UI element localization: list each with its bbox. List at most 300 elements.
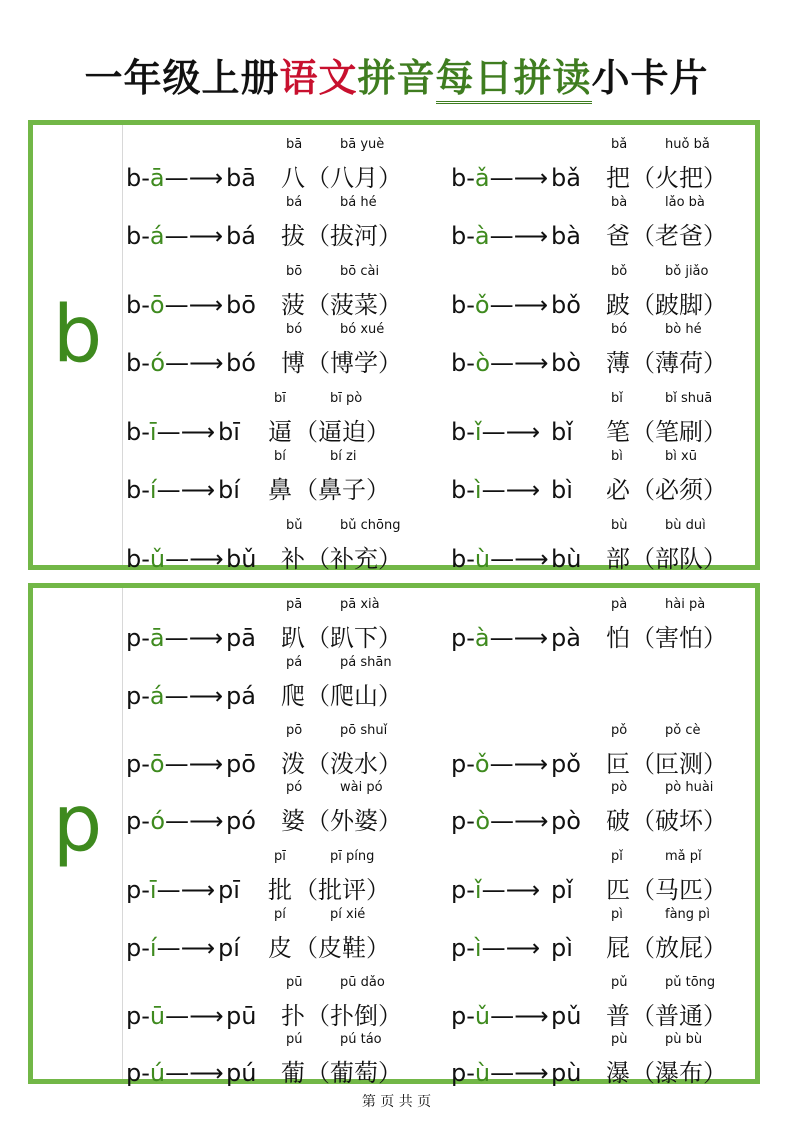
arrow-icon: —⟶: [165, 1002, 224, 1030]
example-word: （跛脚）: [631, 291, 727, 319]
title-part-grade: 一年级上册: [84, 56, 280, 100]
arrow-icon: —⟶: [165, 807, 224, 835]
example-word: （补充）: [306, 545, 402, 573]
pinyin-entry: [126, 651, 426, 711]
example-word: （放屁）: [631, 934, 727, 962]
result-syllable: bí: [218, 476, 240, 504]
tone-vowel: ǐ: [474, 418, 482, 446]
result-syllable: pá: [226, 682, 256, 710]
example-word: （瀑布）: [631, 1059, 727, 1087]
result-syllable: pǔ: [551, 1002, 582, 1030]
hanzi-char: 笔: [606, 418, 630, 446]
tone-vowel: ā: [149, 624, 165, 652]
example-word: （部队）: [631, 545, 727, 573]
dash: -: [141, 1059, 150, 1087]
example-word: （拔河）: [306, 222, 402, 250]
spelling: [451, 475, 540, 505]
card-letter: b: [52, 290, 103, 380]
arrow-icon: —⟶: [490, 807, 549, 835]
dash: -: [141, 682, 150, 710]
hanzi-char: 菠: [281, 291, 305, 319]
pinyin-entry: [451, 191, 751, 251]
spelling: [126, 290, 223, 320]
char-pinyin: pò: [611, 780, 628, 795]
hanzi-char: 爸: [606, 222, 630, 250]
dash: -: [141, 476, 150, 504]
arrow-icon: —⟶: [489, 624, 549, 652]
card-divider: [122, 588, 123, 1079]
hanzi-char: 必: [606, 476, 630, 504]
arrow-icon: —⟶: [490, 349, 549, 377]
arrow-icon: —⟶: [481, 418, 540, 446]
word-pinyin: pā xià: [340, 597, 380, 612]
card-letter: p: [52, 779, 103, 869]
example-word: （逼迫）: [294, 418, 390, 446]
word-pinyin: pù bù: [665, 1032, 703, 1047]
result-syllable: bà: [551, 222, 581, 250]
pinyin-entry: [126, 318, 426, 378]
result-syllable: bò: [551, 349, 581, 377]
word-pinyin: pò huài: [665, 780, 714, 795]
example-word: （博学）: [306, 349, 402, 377]
initial: p: [126, 1059, 142, 1087]
example-word: （普通）: [631, 1002, 727, 1030]
initial: b: [126, 222, 142, 250]
spelling: [126, 544, 224, 574]
pinyin-entry: [126, 133, 426, 193]
dash: -: [466, 164, 475, 192]
result-syllable: bǔ: [226, 545, 257, 573]
char-pinyin: bí: [274, 449, 286, 464]
hanzi-char: 泼: [281, 750, 305, 778]
char-pinyin: pā: [286, 597, 303, 612]
pinyin-entry: [126, 903, 426, 963]
char-pinyin: pá: [286, 655, 303, 670]
char-pinyin: pō: [286, 723, 303, 738]
example-word: （外婆）: [306, 807, 402, 835]
tone-vowel: ù: [474, 545, 491, 573]
arrow-icon: —⟶: [164, 624, 224, 652]
word-pinyin: bí zi: [330, 449, 357, 464]
arrow-icon: —⟶: [489, 164, 549, 192]
tone-vowel: á: [149, 682, 165, 710]
dash: -: [466, 418, 475, 446]
tone-vowel: ā: [149, 164, 165, 192]
dash: -: [141, 807, 151, 835]
hanzi-char: 普: [606, 1002, 630, 1030]
char-pinyin: bǎ: [611, 137, 628, 152]
tone-vowel: ò: [475, 807, 491, 835]
tone-vowel: ù: [474, 1059, 491, 1087]
arrow-icon: —⟶: [165, 545, 224, 573]
initial: b: [451, 476, 467, 504]
tone-vowel: ǔ: [474, 1002, 491, 1030]
example-word: （害怕）: [631, 624, 727, 652]
arrow-icon: —⟶: [490, 545, 549, 573]
spelling: [451, 623, 548, 653]
arrow-icon: —⟶: [489, 750, 548, 778]
word-pinyin: bǒ jiǎo: [665, 264, 709, 279]
result-syllable: pū: [226, 1002, 257, 1030]
spelling: [126, 875, 215, 905]
spelling: [451, 544, 549, 574]
pinyin-entry: [126, 719, 426, 779]
word-pinyin: pǔ tōng: [665, 975, 716, 990]
tone-vowel: à: [474, 624, 490, 652]
arrow-icon: —⟶: [156, 418, 215, 446]
pinyin-entry: [451, 260, 751, 320]
dash: -: [141, 349, 151, 377]
spelling: [451, 221, 548, 251]
word-pinyin: bǐ shuā: [665, 391, 713, 406]
pinyin-entry: [451, 903, 751, 963]
spelling: [451, 290, 548, 320]
dash: -: [466, 807, 476, 835]
arrow-icon: —⟶: [165, 1059, 224, 1087]
example-word: （泼水）: [306, 750, 402, 778]
initial: b: [126, 291, 142, 319]
dash: -: [466, 291, 475, 319]
tone-vowel: ǎ: [474, 164, 490, 192]
example-word: （批评）: [294, 876, 390, 904]
page-footer: 第 页 共 页: [361, 1094, 432, 1110]
char-pinyin: pū: [286, 975, 303, 990]
pinyin-entry: [451, 719, 751, 779]
initial: b: [126, 418, 142, 446]
char-pinyin: pǔ: [611, 975, 628, 990]
word-pinyin: bá hé: [340, 195, 377, 210]
tone-vowel: ì: [474, 934, 482, 962]
initial: p: [126, 624, 142, 652]
spelling: [451, 806, 548, 836]
char-pinyin: bō: [286, 264, 303, 279]
spelling: [126, 623, 223, 653]
arrow-icon: —⟶: [490, 1002, 549, 1030]
hanzi-char: 叵: [606, 750, 630, 778]
hanzi-char: 跛: [606, 291, 630, 319]
result-syllable: pō: [226, 750, 256, 778]
tone-vowel: ū: [149, 1002, 166, 1030]
spelling: [126, 348, 223, 378]
word-pinyin: bó xué: [340, 322, 385, 337]
initial: p: [451, 1059, 467, 1087]
word-pinyin: wài pó: [340, 780, 383, 795]
initial: b: [451, 418, 467, 446]
pinyin-entry: [126, 191, 426, 251]
dash: -: [141, 876, 150, 904]
hanzi-char: 怕: [606, 624, 630, 652]
pinyin-entry: [126, 845, 426, 905]
card-b: [28, 120, 760, 573]
spelling: [451, 1058, 549, 1088]
arrow-icon: —⟶: [490, 1059, 549, 1087]
dash: -: [141, 418, 150, 446]
tone-vowel: ǔ: [149, 545, 166, 573]
result-syllable: pǒ: [551, 750, 581, 778]
tone-vowel: ī: [149, 876, 157, 904]
dash: -: [466, 476, 475, 504]
example-word: （扑倒）: [306, 1002, 402, 1030]
spelling: [126, 417, 215, 447]
hanzi-char: 屁: [606, 934, 630, 962]
tone-vowel: ǐ: [474, 876, 482, 904]
pinyin-entry: [126, 971, 426, 1031]
hanzi-char: 皮: [268, 934, 292, 962]
example-word: （趴下）: [306, 624, 402, 652]
dash: -: [141, 291, 150, 319]
char-pinyin: bà: [611, 195, 628, 210]
word-pinyin: bǔ chōng: [340, 518, 401, 533]
pinyin-entry: [451, 776, 751, 836]
dash: -: [141, 164, 150, 192]
arrow-icon: —⟶: [156, 876, 215, 904]
example-word: （薄荷）: [631, 349, 727, 377]
tone-vowel: ó: [150, 349, 166, 377]
hanzi-char: 鼻: [268, 476, 292, 504]
char-pinyin: pǒ: [611, 723, 628, 738]
result-syllable: pù: [551, 1059, 582, 1087]
result-syllable: pǐ: [551, 876, 573, 904]
spelling: [451, 933, 540, 963]
arrow-icon: —⟶: [164, 682, 224, 710]
hanzi-char: 把: [606, 164, 630, 192]
hanzi-char: 瀑: [606, 1059, 630, 1087]
pinyin-entry: [451, 514, 751, 574]
char-pinyin: bī: [274, 391, 286, 406]
hanzi-char: 破: [606, 807, 630, 835]
word-pinyin: pō shuǐ: [340, 723, 388, 738]
spelling: [451, 163, 548, 193]
result-syllable: pú: [226, 1059, 257, 1087]
hanzi-char: 匹: [606, 876, 630, 904]
char-pinyin: bá: [286, 195, 303, 210]
spelling: [126, 749, 223, 779]
card-p: [28, 583, 760, 1087]
dash: -: [466, 1002, 475, 1030]
example-word: （八月）: [306, 164, 402, 192]
initial: b: [451, 349, 467, 377]
dash: -: [141, 222, 150, 250]
arrow-icon: —⟶: [164, 164, 224, 192]
result-syllable: bó: [226, 349, 256, 377]
initial: p: [126, 1002, 142, 1030]
title-part-card: 小卡片: [591, 56, 709, 100]
result-syllable: pó: [226, 807, 256, 835]
example-word: （火把）: [631, 164, 727, 192]
pinyin-entry: [126, 593, 426, 653]
example-word: （菠菜）: [306, 291, 402, 319]
arrow-icon: —⟶: [165, 349, 224, 377]
word-pinyin: pú táo: [340, 1032, 382, 1047]
result-syllable: bā: [226, 164, 256, 192]
title-part-subject: 语文: [279, 56, 358, 100]
tone-vowel: à: [474, 222, 490, 250]
result-syllable: pò: [551, 807, 581, 835]
card-divider: [122, 125, 123, 565]
example-word: （破坏）: [631, 807, 727, 835]
char-pinyin: pà: [611, 597, 628, 612]
char-pinyin: bǒ: [611, 264, 628, 279]
initial: p: [451, 750, 467, 778]
initial: p: [451, 934, 467, 962]
example-word: （鼻子）: [294, 476, 390, 504]
word-pinyin: huǒ bǎ: [665, 137, 710, 152]
pinyin-entry: [126, 1028, 426, 1088]
example-word: （必须）: [631, 476, 727, 504]
hanzi-char: 爬: [281, 682, 305, 710]
dash: -: [466, 934, 475, 962]
dash: -: [466, 1059, 475, 1087]
hanzi-char: 逼: [268, 418, 292, 446]
initial: p: [451, 1002, 467, 1030]
result-syllable: pà: [551, 624, 581, 652]
initial: p: [126, 876, 142, 904]
initial: b: [451, 222, 467, 250]
word-pinyin: fàng pì: [665, 907, 711, 922]
char-pinyin: bǐ: [611, 391, 623, 406]
arrow-icon: —⟶: [481, 476, 540, 504]
hanzi-char: 扑: [281, 1002, 305, 1030]
hanzi-char: 薄: [606, 349, 630, 377]
word-pinyin: bò hé: [665, 322, 702, 337]
title-part-daily: 每日拼读: [436, 56, 592, 104]
example-word: （笔刷）: [631, 418, 727, 446]
spelling: [126, 163, 223, 193]
spelling: [451, 348, 548, 378]
initial: b: [451, 545, 467, 573]
word-pinyin: pī píng: [330, 849, 375, 864]
example-word: （马匹）: [631, 876, 727, 904]
arrow-icon: —⟶: [164, 750, 223, 778]
dash: -: [466, 750, 475, 778]
word-pinyin: bō cài: [340, 264, 380, 279]
tone-vowel: ò: [475, 349, 491, 377]
example-word: （老爸）: [631, 222, 727, 250]
char-pinyin: pí: [274, 907, 286, 922]
arrow-icon: —⟶: [156, 934, 215, 962]
result-syllable: pí: [218, 934, 240, 962]
word-pinyin: pū dǎo: [340, 975, 385, 990]
arrow-icon: —⟶: [164, 222, 224, 250]
char-pinyin: pú: [286, 1032, 303, 1047]
result-syllable: bǎ: [551, 164, 581, 192]
arrow-icon: —⟶: [156, 476, 215, 504]
example-word: （叵测）: [631, 750, 727, 778]
result-syllable: bǐ: [551, 418, 573, 446]
initial: b: [126, 349, 142, 377]
initial: b: [451, 164, 467, 192]
example-word: （葡萄）: [306, 1059, 402, 1087]
arrow-icon: —⟶: [489, 291, 548, 319]
initial: b: [126, 545, 142, 573]
result-syllable: bǒ: [551, 291, 581, 319]
result-syllable: bī: [218, 418, 240, 446]
example-word: （皮鞋）: [294, 934, 390, 962]
char-pinyin: pì: [611, 907, 623, 922]
dash: -: [141, 750, 150, 778]
dash: -: [466, 624, 475, 652]
dash: -: [141, 934, 150, 962]
dash: -: [466, 876, 475, 904]
hanzi-char: 婆: [281, 807, 305, 835]
pinyin-entry: [451, 133, 751, 193]
word-pinyin: mǎ pǐ: [665, 849, 702, 864]
word-pinyin: pí xié: [330, 907, 366, 922]
char-pinyin: bā: [286, 137, 303, 152]
spelling: [451, 1001, 549, 1031]
spelling: [126, 1058, 224, 1088]
char-pinyin: bì: [611, 449, 623, 464]
tone-vowel: ǒ: [474, 750, 490, 778]
hanzi-char: 八: [281, 164, 305, 192]
word-pinyin: bā yuè: [340, 137, 385, 152]
hanzi-char: 葡: [281, 1059, 305, 1087]
initial: p: [451, 876, 467, 904]
hanzi-char: 博: [281, 349, 305, 377]
char-pinyin: pó: [286, 780, 303, 795]
result-syllable: pì: [551, 934, 573, 962]
dash: -: [141, 624, 150, 652]
arrow-icon: —⟶: [489, 222, 549, 250]
word-pinyin: pá shān: [340, 655, 392, 670]
spelling: [126, 475, 215, 505]
word-pinyin: bù duì: [665, 518, 706, 533]
word-pinyin: pǒ cè: [665, 723, 701, 738]
spelling: [451, 875, 540, 905]
pinyin-entry: [451, 1028, 751, 1088]
tone-vowel: ó: [150, 807, 166, 835]
tone-vowel: í: [149, 934, 157, 962]
dash: -: [141, 545, 150, 573]
char-pinyin: bù: [611, 518, 628, 533]
initial: p: [451, 624, 467, 652]
pinyin-entry: [126, 445, 426, 505]
arrow-icon: —⟶: [481, 934, 540, 962]
result-syllable: bì: [551, 476, 573, 504]
initial: b: [126, 476, 142, 504]
tone-vowel: ú: [149, 1059, 166, 1087]
tone-vowel: ō: [149, 291, 165, 319]
tone-vowel: ǒ: [474, 291, 490, 319]
pinyin-entry: [451, 387, 751, 447]
spelling: [451, 749, 548, 779]
result-syllable: bō: [226, 291, 256, 319]
result-syllable: pā: [226, 624, 256, 652]
arrow-icon: —⟶: [481, 876, 540, 904]
tone-vowel: ī: [149, 418, 157, 446]
initial: p: [126, 682, 142, 710]
hanzi-char: 拔: [281, 222, 305, 250]
hanzi-char: 批: [268, 876, 292, 904]
arrow-icon: —⟶: [164, 291, 223, 319]
initial: p: [451, 807, 467, 835]
initial: p: [126, 934, 142, 962]
word-pinyin: bì xū: [665, 449, 697, 464]
example-word: （爬山）: [306, 682, 402, 710]
tone-vowel: ō: [149, 750, 165, 778]
dash: -: [141, 1002, 150, 1030]
pinyin-entry: [451, 445, 751, 505]
char-pinyin: bǔ: [286, 518, 303, 533]
dash: -: [466, 222, 475, 250]
dash: -: [466, 545, 475, 573]
pinyin-entry: [126, 776, 426, 836]
pinyin-entry: [126, 387, 426, 447]
initial: b: [451, 291, 467, 319]
result-syllable: bá: [226, 222, 256, 250]
result-syllable: bù: [551, 545, 582, 573]
pinyin-entry: [451, 971, 751, 1031]
